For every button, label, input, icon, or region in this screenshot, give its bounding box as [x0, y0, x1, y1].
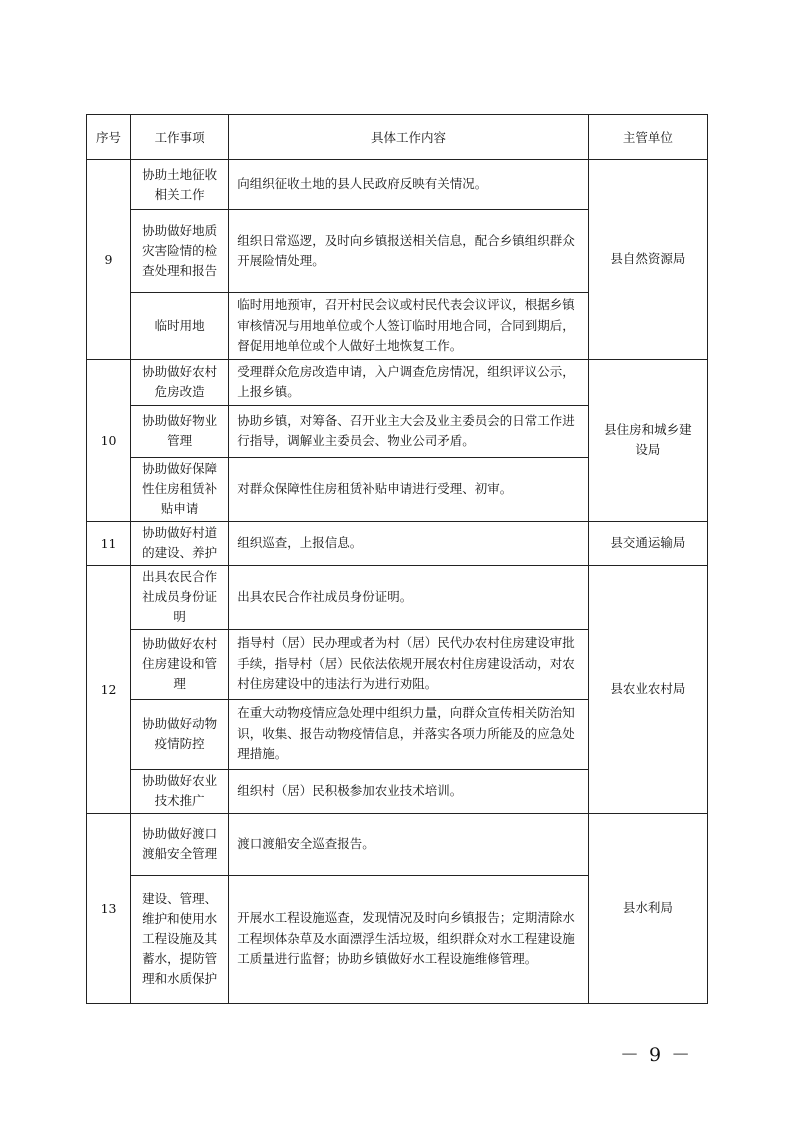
- work-content: 向组织征收土地的县人民政府反映有关情况。: [229, 160, 589, 210]
- work-content: 出具农民合作社成员身份证明。: [229, 565, 589, 629]
- work-item: 协助做好农村住房建设和管理: [131, 629, 229, 699]
- work-item: 协助做好保障性住房租赁补贴申请: [131, 457, 229, 521]
- work-item: 协助做好物业管理: [131, 405, 229, 457]
- supervising-dept: 县交通运输局: [588, 521, 707, 565]
- header-dept: 主管单位: [588, 115, 707, 160]
- supervising-dept: 县水利局: [588, 813, 707, 1003]
- page-number: － 9 －: [620, 1044, 693, 1066]
- work-content: 临时用地预审，召开村民会议或村民代表会议评议，根据乡镇审核情况与用地单位或个人签订临时用地合同，合同到期后，督促用地单位或个人做好土地恢复工作。: [229, 293, 589, 360]
- work-content: 指导村（居）民办理或者为村（居）民代办农村住房建设审批手续，指导村（居）民依法依规开展农村住房建设活动，对农村住房建设中的违法行为进行劝阻。: [229, 629, 589, 699]
- row-number: 13: [87, 813, 131, 1003]
- work-item: 建设、管理、维护和使用水工程设施及其蓄水，提防管理和水质保护: [131, 875, 229, 1003]
- table-row: [87, 521, 708, 565]
- work-content: 渡口渡船安全巡查报告。: [229, 813, 589, 875]
- table-row: [87, 359, 708, 405]
- header-no: 序号: [87, 115, 131, 160]
- duty-table: [86, 114, 708, 1004]
- table-row: [87, 565, 708, 629]
- work-item: 协助做好动物疫情防控: [131, 699, 229, 769]
- work-item: 协助做好村道的建设、养护: [131, 521, 229, 565]
- row-number: 12: [87, 565, 131, 813]
- work-item: 出具农民合作社成员身份证明: [131, 565, 229, 629]
- header-content: 具体工作内容: [229, 115, 589, 160]
- supervising-dept: 县农业农村局: [588, 565, 707, 813]
- work-content: 受理群众危房改造申请，入户调查危房情况，组织评议公示，上报乡镇。: [229, 359, 589, 405]
- work-item: 协助做好农业技术推广: [131, 769, 229, 813]
- work-item: 协助做好渡口渡船安全管理: [131, 813, 229, 875]
- table-row: [87, 813, 708, 875]
- work-content: 对群众保障性住房租赁补贴申请进行受理、初审。: [229, 457, 589, 521]
- work-content: 在重大动物疫情应急处理中组织力量，向群众宣传相关防治知识，收集、报告动物疫情信息，并落实各项力所能及的应急处理措施。: [229, 699, 589, 769]
- supervising-dept: 县自然资源局: [588, 160, 707, 360]
- work-content: 组织村（居）民积极参加农业技术培训。: [229, 769, 589, 813]
- work-item: 协助做好农村危房改造: [131, 359, 229, 405]
- supervising-dept: 县住房和城乡建设局: [588, 359, 707, 521]
- work-content: 组织日常巡逻，及时向乡镇报送相关信息，配合乡镇组织群众开展险情处理。: [229, 210, 589, 293]
- work-content: 组织巡查，上报信息。: [229, 521, 589, 565]
- work-item: 临时用地: [131, 293, 229, 360]
- row-number: 9: [87, 160, 131, 360]
- work-item: 协助土地征收相关工作: [131, 160, 229, 210]
- work-item: 协助做好地质灾害险情的检查处理和报告: [131, 210, 229, 293]
- header-item: 工作事项: [131, 115, 229, 160]
- row-number: 10: [87, 359, 131, 521]
- table-row: [87, 160, 708, 210]
- work-content: 协助乡镇，对筹备、召开业主大会及业主委员会的日常工作进行指导，调解业主委员会、物业公司矛盾。: [229, 405, 589, 457]
- row-number: 11: [87, 521, 131, 565]
- work-content: 开展水工程设施巡查，发现情况及时向乡镇报告；定期清除水工程坝体杂草及水面漂浮生活垃圾，组织群众对水工程建设施工质量进行监督；协助乡镇做好水工程设施维修管理。: [229, 875, 589, 1003]
- table-header-row: [87, 115, 708, 160]
